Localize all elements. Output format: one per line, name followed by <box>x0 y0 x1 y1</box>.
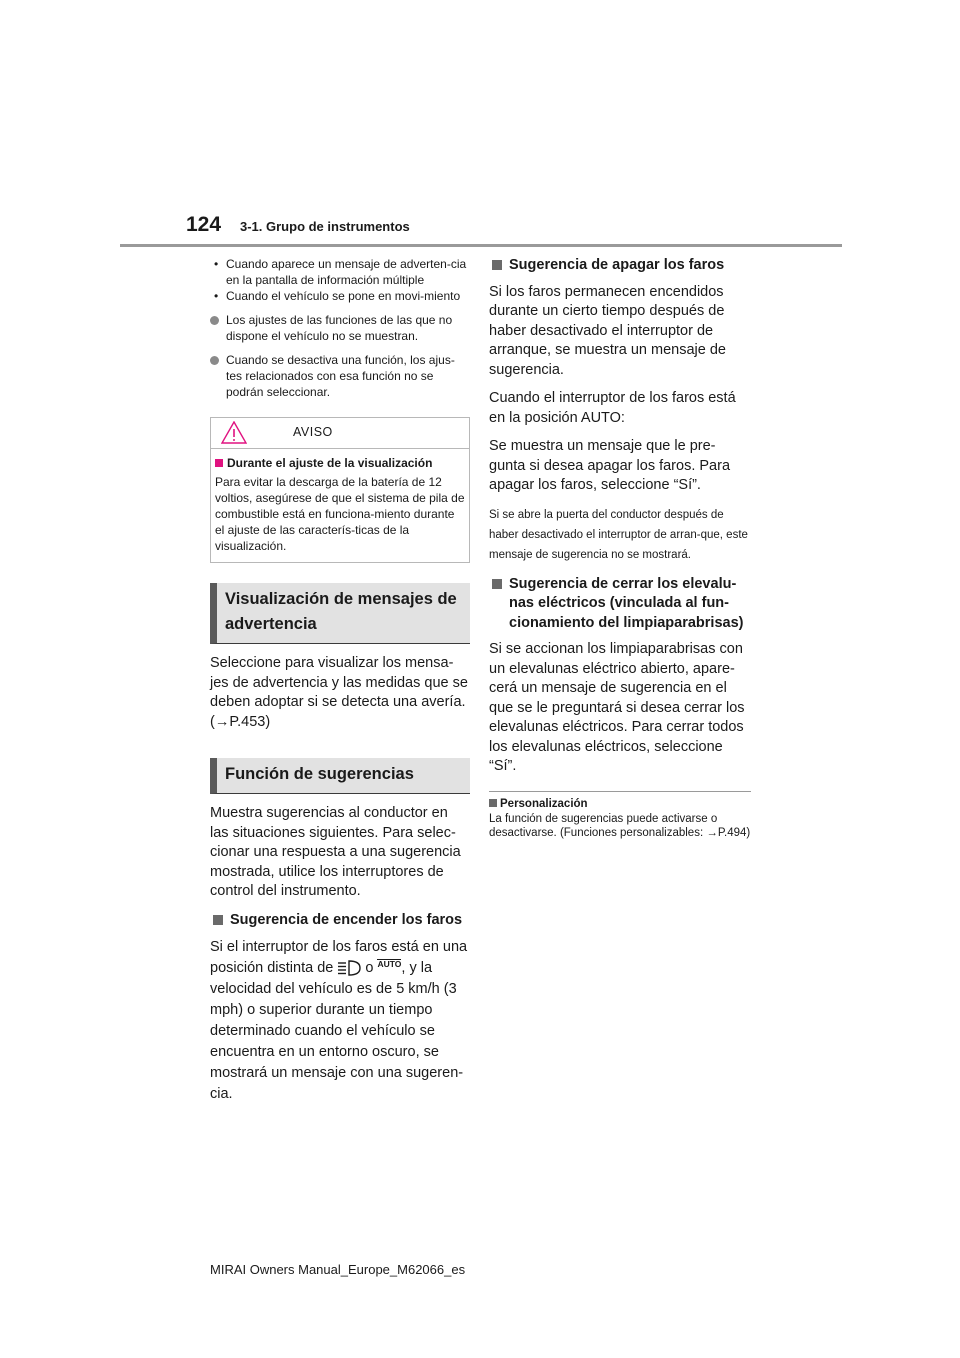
text-fragment: Si el interruptor de los faros está en una posición distinta de <box>210 939 468 976</box>
warning-triangle-icon <box>221 421 247 444</box>
header-divider <box>120 244 842 247</box>
paragraph: Si se accionan los limpiaparabrisas con un elevalunas eléctrico abierto, apare-cerá un mensaje de sugerencia en el que se le preguntará si desea cerrar los elevalunas eléctricos. Para cerrar todos los elevalunas eléctricos, seleccione “Sí”. <box>489 641 745 774</box>
small-note: Si se abre la puerta del conductor después de haber desactivado el interruptor de arran-que, este mensaje de sugerencia no se mostrará. <box>489 508 748 561</box>
note-text: Los ajustes de las funciones de las que no dispone el vehículo no se muestran. <box>226 313 453 343</box>
section-heading: Función de sugerencias <box>210 758 470 794</box>
circle-bullet-icon <box>210 356 219 365</box>
footer-text: MIRAI Owners Manual_Europe_M62066_es <box>210 1262 466 1277</box>
custom-title: Personalización <box>500 797 588 810</box>
square-bullet-icon <box>489 799 497 807</box>
section-text: Seleccione para visualizar los mensa-jes de advertencia y las medidas que se deben adoptar si se detecta una avería. (→P.453) <box>210 655 468 730</box>
custom-heading <box>489 798 751 810</box>
paragraph: Si los faros permanecen encendidos durante un cierto tiempo después de haber desactivado el interruptor de arranque, se muestra un mensaje de sugerencia. <box>489 283 726 378</box>
subsection-heading <box>489 575 751 634</box>
left-column <box>210 256 470 1114</box>
warning-subtitle-text: Durante el ajuste de la visualización <box>227 456 433 470</box>
bullet-item: • Cuando el vehículo se pone en movi-miento <box>210 288 470 304</box>
text-fragment: , y la velocidad del vehículo es de 5 km/h (3 mph) o superior durante un tiempo determinado cuando el vehículo se encuentra en un entorno oscuro, se mostrará un mensaje con una sugeren-cia. <box>210 960 464 1102</box>
square-bullet-icon <box>215 459 223 467</box>
custom-text: La función de sugerencias puede activarse o desactivarse. (Funciones personalizables: →P.494) <box>489 812 751 839</box>
section-text: Muestra sugerencias al conductor en las situaciones siguientes. Para selec-cionar una respuesta a una sugerencia mostrada, utilice los interruptores de control del instrumento. <box>210 805 461 899</box>
warning-label: AVISO <box>293 425 333 439</box>
bullet-item: • Cuando aparece un mensaje de adverten-cia en la pantalla de información múltiple <box>210 256 470 288</box>
warning-header <box>211 418 469 449</box>
section-title: 3-1. Grupo de instrumentos <box>240 219 410 234</box>
square-bullet-icon <box>213 915 223 925</box>
auto-icon: AUTO <box>377 959 402 969</box>
subsection-heading <box>210 911 470 931</box>
note-text: Cuando se desactiva una función, los ajus-tes relacionados con esa función no se podrán seleccionar. <box>226 353 455 399</box>
paragraph: Cuando el interruptor de los faros está en la posición AUTO: <box>489 390 736 426</box>
subsection-heading <box>489 256 751 276</box>
square-bullet-icon <box>492 579 502 589</box>
paragraph: Se muestra un mensaje que le pre-gunta si desea apagar los faros. Para apagar los faros, seleccione “Sí”. <box>489 438 731 493</box>
warning-box <box>210 417 470 563</box>
subsection-title: Sugerencia de apagar los faros <box>509 257 725 273</box>
circle-bullet-icon <box>210 316 219 325</box>
subsection-title: Sugerencia de cerrar los elevalu-nas eléctricos (vinculada al fun-cionamiento del limpiaparabrisas) <box>509 575 744 631</box>
note-item <box>210 352 470 400</box>
note-item <box>210 312 470 344</box>
warning-text: Para evitar la descarga de la batería de 12 voltios, asegúrese de que el sistema de pila de combustible está en funciona-miento durante el ajuste de las caracterís-ticas de la visualización. <box>215 475 465 553</box>
subsection-title: Sugerencia de encender los faros <box>230 911 463 928</box>
page-number: 124 <box>186 213 222 236</box>
right-column <box>489 256 751 840</box>
headlight-icon <box>337 960 361 976</box>
square-bullet-icon <box>492 260 502 270</box>
warning-subtitle <box>215 456 465 470</box>
subsection-text <box>210 937 470 1105</box>
bullet-list <box>210 256 470 304</box>
section-heading: Visualización de mensajes de advertencia <box>210 583 470 644</box>
divider <box>489 791 751 792</box>
text-fragment: o <box>361 960 378 976</box>
